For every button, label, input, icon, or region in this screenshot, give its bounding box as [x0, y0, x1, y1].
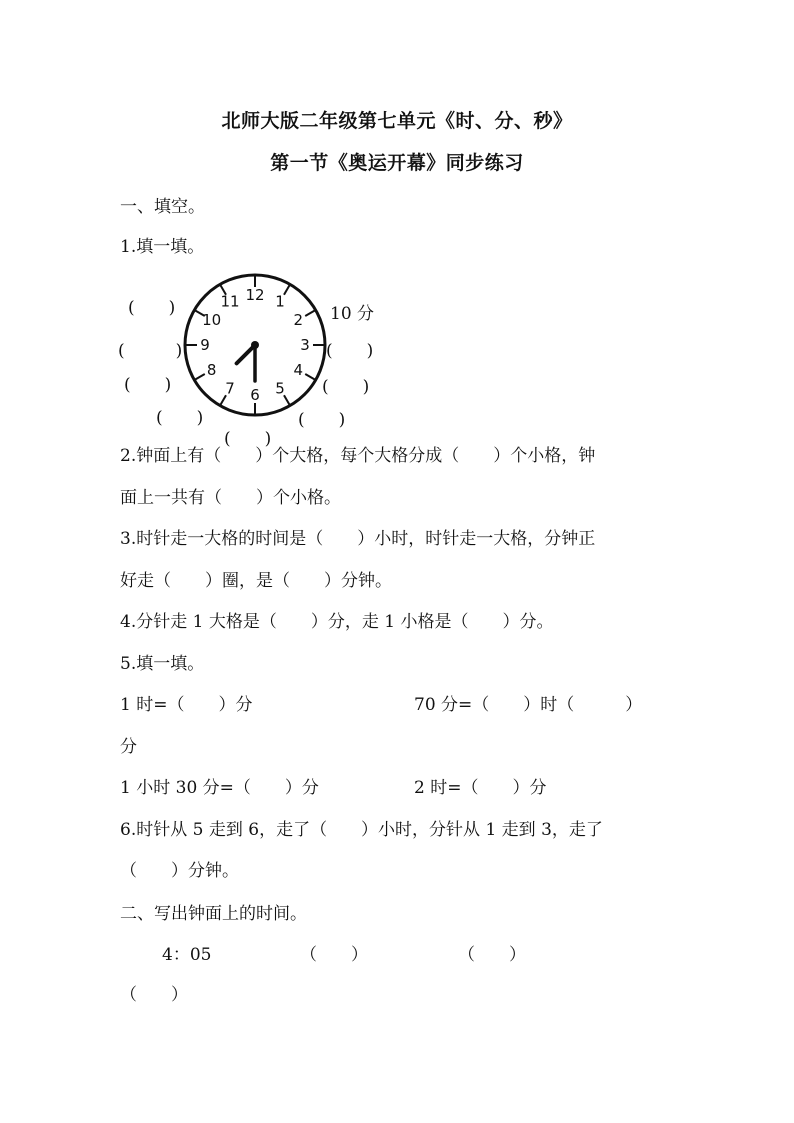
q3-line2: 好走（ ）圈，是（ ）分钟。	[120, 571, 392, 591]
q3-line1: 3.时针走一大格的时间是（ ）小时，时针走一大格，分钟正	[120, 529, 596, 549]
clock-blank[interactable]: ( )	[322, 377, 370, 397]
section2-heading: 二、写出钟面上的时间。	[120, 904, 307, 924]
clock-number: 4	[293, 361, 304, 379]
clock-blank[interactable]: ( )	[326, 341, 374, 361]
time-blank[interactable]: （ ）	[120, 985, 188, 1005]
clock-center	[251, 341, 259, 349]
q5-text: 5.填一填。	[120, 654, 205, 674]
q4-text: 4.分针走 1 大格是（ ）分，走 1 小格是（ ）分。	[120, 612, 554, 632]
q2-line2: 面上一共有（ ）个小格。	[120, 488, 341, 508]
label-10-minutes: 10 分	[330, 304, 375, 324]
q5-d: 2 时=（ ）分	[414, 778, 547, 798]
clock-blank[interactable]: ( )	[156, 408, 204, 428]
clock-blank[interactable]: ( )	[118, 341, 183, 361]
clock-blank[interactable]: ( )	[124, 375, 172, 395]
clock-blank[interactable]: ( )	[224, 429, 272, 449]
time-blank[interactable]: （ ）	[458, 945, 526, 965]
q5-c: 1 小时 30 分=（ ）分	[120, 778, 319, 798]
clock-number: 1	[275, 292, 285, 311]
q6-line1: 6.时针从 5 走到 6，走了（ ）小时，分针从 1 走到 3，走了	[120, 820, 603, 840]
clock-number: 10	[202, 311, 222, 329]
clock-tick	[305, 374, 315, 380]
clock-number: 2	[293, 311, 304, 329]
clock-number: 12	[245, 286, 265, 304]
q5-b-cont: 分	[120, 737, 137, 757]
q1-text: 1.填一填。	[120, 237, 205, 257]
clock-blank[interactable]: ( )	[128, 298, 176, 318]
time-blank[interactable]: （ ）	[300, 945, 368, 965]
time-answer: 4：05	[162, 945, 212, 965]
clock-number: 5	[275, 379, 285, 398]
q6-line2: （ ）分钟。	[120, 861, 239, 881]
q5-a: 1 时=（ ）分	[120, 695, 253, 715]
section1-heading: 一、填空。	[120, 197, 205, 217]
clock-number: 11	[220, 292, 240, 311]
q2-line1: 2.钟面上有（ ）个大格，每个大格分成（ ）个小格，钟	[120, 446, 596, 466]
clock-number: 7	[225, 379, 235, 398]
page-subtitle: 第一节《奥运开幕》同步练习	[270, 152, 524, 174]
q5-b: 70 分=（ ）时（ ）	[414, 695, 643, 715]
clock-tick	[284, 285, 290, 295]
clock-tick	[284, 395, 290, 405]
clock-tick	[195, 374, 205, 380]
clock-number: 9	[200, 336, 210, 354]
clock-number: 6	[250, 386, 260, 404]
clock-tick	[305, 311, 315, 317]
clock-svg	[182, 272, 328, 418]
clock-number: 3	[300, 336, 310, 354]
clock-number: 8	[206, 361, 217, 379]
clock-blank[interactable]: ( )	[298, 410, 346, 430]
page-title: 北师大版二年级第七单元《时、分、秒》	[221, 110, 573, 132]
clock-face	[182, 272, 328, 418]
